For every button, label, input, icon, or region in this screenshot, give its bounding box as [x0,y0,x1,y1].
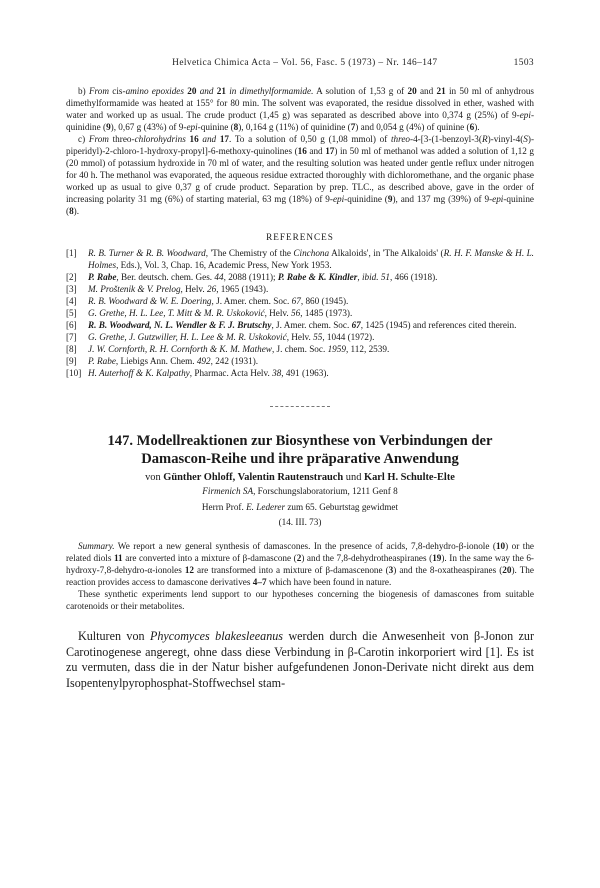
reference-number: [7] [66,332,77,342]
reference-text: R. B. Turner & R. B. Woodward, 'The Chemistry of the Cinchona Alkaloids', in 'The Alkaloids' (R. H. F. Manske & H. L. Holmes, Eds.), Vol. 3, Chap. 16, Academic Press, New York 1953. [88,248,534,270]
reference-item [66,355,534,367]
journal-header: Helvetica Chimica Acta – Vol. 56, Fasc. 5 (1973) – Nr. 146–147 [172,58,438,68]
reference-list [66,247,534,379]
page-number: 1503 [513,58,534,68]
reference-number: [1] [66,248,77,258]
summary-paragraph-2: These synthetic experiments lend support to our hypotheses concerning the biogenesis of damascones from suitable carotenoids or their metabolites. [66,589,534,611]
references-heading: REFERENCES [266,232,334,242]
reference-number: [5] [66,308,77,318]
reference-item [66,271,534,283]
reference-text: G. Grethe, H. L. Lee, T. Mitt & M. R. Uskoković, Helv. 56, 1485 (1973). [88,308,353,318]
article-title-line: 147. Modellreaktionen zur Biosynthese von Verbindungen der [107,433,493,449]
reference-number: [4] [66,296,77,306]
summary-label: Summary. [78,541,115,551]
reference-text: P. Rabe, Ber. deutsch. chem. Ges. 44, 2088 (1911); P. Rabe & K. Kindler, ibid. 51, 466 (1918). [88,272,438,282]
reference-number: [6] [66,320,77,330]
reference-item [66,283,534,295]
running-head [66,58,534,68]
reference-text: P. Rabe, Liebigs Ann. Chem. 492, 242 (1931). [88,356,259,366]
author-byline: von Günther Ohloff, Valentin Rautenstrauch und Karl H. Schulte-Elte [145,472,455,483]
reference-item [66,343,534,355]
experimental-paragraph-c: c) From threo-chlorohydrins 16 and 17. To a solution of 0,50 g (1,08 mmol) of threo-4-[3-(1-benzoyl-3(R)-vinyl-4(S)-piperidyl)-2-chloro-1-hydroxy-propyl]-6-methoxy-quinolines (16 and 17) in 50 ml of methanol was added a solution of 1,12 g (20 mmol) of potassium hydroxide in 70 ml of water, and the resulting solution was heated under gentle reflux under nitrogen for 40 h. The methanol was evaporated, the aqueous residue extracted thoroughly with dichloromethane, and the organic phase worked up as usual to give 0,37 g of crude product. Separation by prep. TLC., as described above, gave in the order of increasing polarity 31 mg (6%) of starting material, 63 mg (18%) of 9-epi-quinidine (9), and 137 mg (39%) of 9-epi-quinine (8). [66,134,535,216]
reference-text: J. W. Cornforth, R. H. Cornforth & K. M. Mathew, J. chem. Soc. 1959, 112, 2539. [88,344,390,354]
reference-item [66,319,534,331]
article-separator [270,406,330,407]
reference-item [66,307,534,319]
body-paragraph: Kulturen von Phycomyces blakesleeanus werden durch die Anwesenheit von β-Jonon zur Carotinogenese angeregt, ohne dass diese Verbindung in β-Carotin inkorporiert wird [1]. Es ist zu vermuten, dass die in der Natur bisher aufgefundenen Jonon-Derivate nicht direkt aus dem Isopentenylpyrophosphat-Stoffwechsel stam- [66,629,534,690]
reference-number: [2] [66,272,77,282]
reference-text: R. B. Woodward & W. E. Doering, J. Amer. chem. Soc. 67, 860 (1945). [88,296,349,306]
affiliation: Firmenich SA, Forschungslaboratorium, 1211 Genf 8 [202,486,398,496]
experimental-paragraph-b: b) From cis-amino epoxides 20 and 21 in dimethylformamide. A solution of 1,53 g of 20 and 21 in 50 ml of anhydrous dimethylformamide was heated at 155° for 80 min. The solvent was evaporated, the residue dissolved in ether, washed with water and worked up as usual. The crude product (1,45 g) was separated as described above into 0,374 g (25%) of 9-epi-quinidine (9), 0,67 g (43%) of 9-epi-quinine (8), 0,164 g (11%) of quinidine (7) and 0,054 g (4%) of quinine (6). [66,86,535,132]
reference-text: G. Grethe, J. Gutzwiller, H. L. Lee & M. R. Uskoković, Helv. 55, 1044 (1972). [88,332,375,342]
received-date: (14. III. 73) [278,517,322,527]
reference-text: R. B. Woodward, N. L. Wendler & F. J. Brutschy, J. Amer. chem. Soc. 67, 1425 (1945) and references cited therein. [88,320,517,330]
reference-number: [9] [66,356,77,366]
reference-text: H. Auterhoff & K. Kalpathy, Pharmac. Acta Helv. 38, 491 (1963). [88,368,329,378]
author-names: Karl H. Schulte-Elte [363,472,455,483]
reference-item [66,367,534,379]
reference-text: M. Proštenik & V. Prelog, Helv. 26, 1965 (1943). [88,284,269,294]
article-title [66,432,534,468]
article-title-line: Damascon-Reihe und ihre präparative Anwendung [141,451,459,467]
reference-number: [8] [66,344,77,354]
reference-item [66,331,534,343]
reference-item [66,295,534,307]
reference-item [66,247,534,271]
author-names: Günther Ohloff, Valentin Rautenstrauch [163,472,344,483]
summary-paragraph: Summary. We report a new general synthesis of damascones. In the presence of acids, 7,8-dehydro-β-ionole (10) or the related diols 11 are converted into a mixture of β-damascone (2) and the 7,8-dehydrotheaspiranes (19). In the same way the 6-hydroxy-7,8-dehydro-α-ionoles 12 are transformed into a mixture of β-damascenone (3) and the 8-oxatheaspiranes (20). The reaction provides access to damascone derivatives 4–7 which have been found in nature. [66,541,534,587]
dedication: Herrn Prof. E. Lederer zum 65. Geburtstag gewidmet [201,502,399,512]
reference-number: [10] [66,368,82,378]
reference-number: [3] [66,284,77,294]
